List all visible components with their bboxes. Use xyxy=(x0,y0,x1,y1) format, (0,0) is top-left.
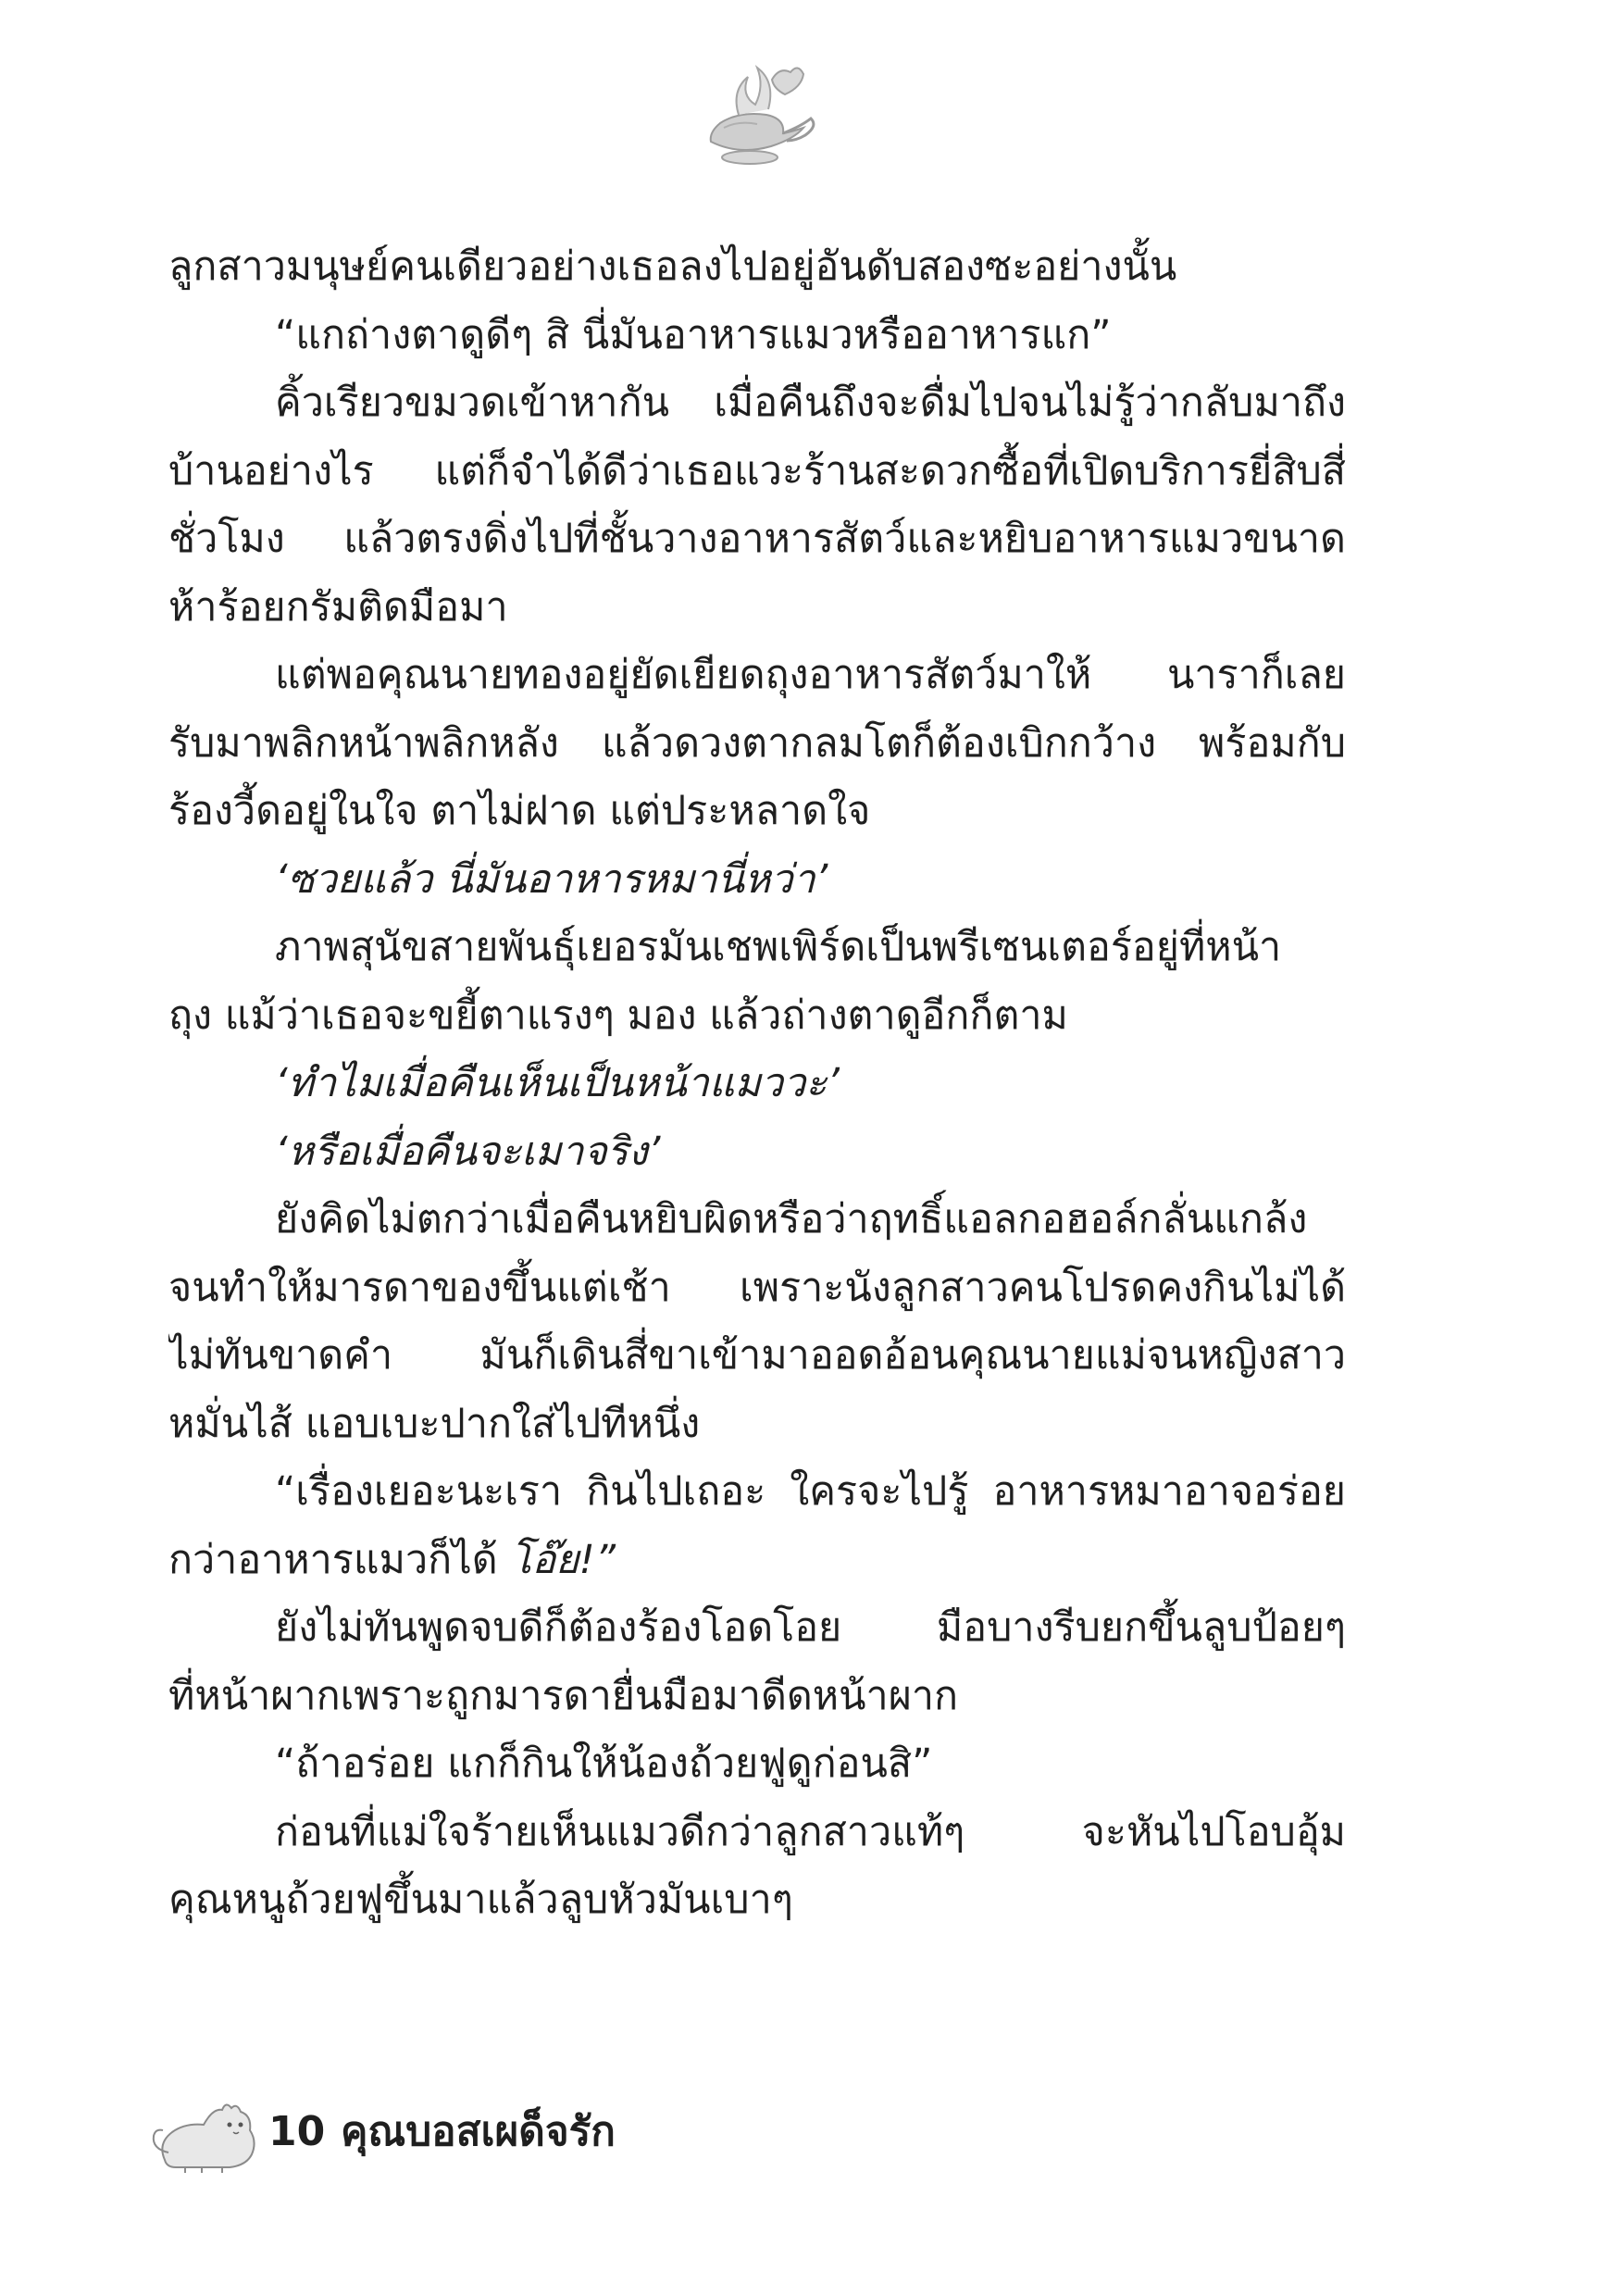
page-number: 10 xyxy=(268,2108,326,2155)
line-text: หมั่นไส้ แอบเบะปากใส่ไปทีหนึ่ง xyxy=(168,1400,701,1447)
line-text: คิ้วเรียวขมวดเข้าหากัน เมื่อคืนถึงจะดื่มไปจนไม่รู้ว่ากลับมาถึง xyxy=(275,380,1346,426)
text-line xyxy=(168,1186,1346,1254)
text-line xyxy=(168,982,1346,1051)
text-line xyxy=(168,302,1346,370)
text-line xyxy=(168,1730,1346,1799)
text-line xyxy=(168,710,1346,779)
line-text: ‘ซวยแล้ว นี่มันอาหารหมานี่หว่า’ xyxy=(275,855,828,903)
text-line xyxy=(168,505,1346,574)
line-text-italic: โอ๊ย!” xyxy=(510,1536,616,1583)
text-line xyxy=(168,369,1346,438)
text-line xyxy=(168,846,1346,915)
text-line xyxy=(168,1118,1346,1187)
text-line xyxy=(168,1663,1346,1731)
text-line xyxy=(168,1050,1346,1118)
line-text: ก่อนที่แม่ใจร้ายเห็นแมวดีกว่าลูกสาวแท้ๆ จะหันไปโอบอุ้ม xyxy=(275,1808,1346,1855)
line-text: จนทำให้มารดาของขึ้นแต่เช้า เพราะนังลูกสาวคนโปรดคงกินไม่ได้ xyxy=(168,1264,1346,1311)
line-text: ‘หรือเมื่อคืนจะเมาจริง’ xyxy=(275,1128,661,1175)
line-text: ที่หน้าผากเพราะถูกมารดายื่นมือมาดีดหน้าผาก xyxy=(168,1672,959,1719)
line-text: ไม่ทันขาดคำ มันก็เดินสี่ขาเข้ามาออดอ้อนคุณนายแม่จนหญิงสาว xyxy=(168,1332,1346,1379)
text-line xyxy=(168,642,1346,710)
text-line xyxy=(168,1527,1346,1595)
line-text: ลูกสาวมนุษย์คนเดียวอย่างเธอลงไปอยู่อันดับสองซะอย่างนั้น xyxy=(168,243,1177,290)
text-line xyxy=(168,1458,1346,1527)
line-text: “ถ้าอร่อย แกก็กินให้น้องถ้วยฟูดูก่อนสิ” xyxy=(275,1741,933,1787)
line-text: ภาพสุนัขสายพันธุ์เยอรมันเชพเพิร์ดเป็นพรีเซนเตอร์อยู่ที่หน้า xyxy=(275,924,1282,970)
text-line xyxy=(168,233,1346,302)
line-text: คุณหนูถ้วยฟูขึ้นมาแล้วลูบหัวมันเบาๆ xyxy=(168,1877,793,1923)
line-text: ห้าร้อยกรัมติดมือมา xyxy=(168,583,508,630)
cat-icon xyxy=(148,2088,273,2176)
line-text: ถุง แม้ว่าเธอจะขยี้ตาแรงๆ มอง แล้วถ่างตาดูอีกก็ตาม xyxy=(168,992,1068,1039)
line-text: ยังไม่ทันพูดจบดีก็ต้องร้องโอดโอย มือบางรีบยกขึ้นลูบป้อยๆ xyxy=(275,1604,1346,1651)
line-text: “แกถ่างตาดูดีๆ สิ นี่มันอาหารแมวหรืออาหารแก” xyxy=(275,311,1112,358)
line-text: แต่พอคุณนายทองอยู่ยัดเยียดถุงอาหารสัตว์มาให้ นาราก็เลย xyxy=(275,652,1346,698)
line-text: ยังคิดไม่ตกว่าเมื่อคืนหยิบผิดหรือว่าฤทธิ์แอลกอฮอล์กลั่นแกล้ง xyxy=(275,1196,1308,1242)
text-line xyxy=(168,914,1346,982)
line-text: “เรื่องเยอะนะเรา กินไปเถอะ ใครจะไปรู้ อาหารหมาอาจอร่อย xyxy=(275,1468,1346,1515)
line-text: กว่าอาหารแมวก็ได้ xyxy=(168,1536,511,1583)
line-text: รับมาพลิกหน้าพลิกหลัง แล้วดวงตากลมโตก็ต้องเบิกกว้าง พร้อมกับ xyxy=(168,719,1346,767)
text-line xyxy=(168,1391,1346,1459)
genie-lamp-icon xyxy=(683,54,831,174)
line-text: ร้องวี้ดอยู่ในใจ ตาไม่ฝาด แต่ประหลาดใจ xyxy=(168,788,871,834)
text-line xyxy=(168,1254,1346,1323)
body-text xyxy=(168,233,1346,1935)
text-line xyxy=(168,1322,1346,1391)
text-line xyxy=(168,1594,1346,1663)
text-line xyxy=(168,1799,1346,1867)
book-title: คุณบอสเผด็จรัก xyxy=(341,2108,616,2155)
text-line xyxy=(168,438,1346,506)
page-footer xyxy=(148,2088,981,2190)
text-line xyxy=(168,1866,1346,1935)
line-text: ‘ทำไมเมื่อคืนเห็นเป็นหน้าแมววะ’ xyxy=(275,1060,840,1106)
line-text: บ้านอย่างไร แต่ก็จำได้ดีว่าเธอแวะร้านสะดวกซื้อที่เปิดบริการยี่สิบสี่ xyxy=(168,447,1346,494)
text-line xyxy=(168,778,1346,846)
text-line xyxy=(168,574,1346,643)
line-text: ชั่วโมง แล้วตรงดิ่งไปที่ชั้นวางอาหารสัตว์และหยิบอาหารแมวขนาด xyxy=(168,516,1346,562)
